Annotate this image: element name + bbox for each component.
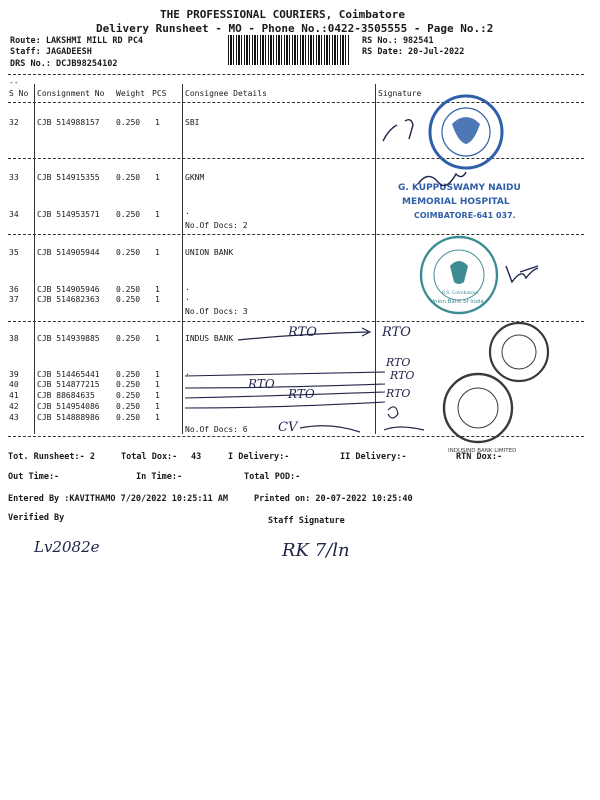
- rto-label: RTO: [288, 325, 317, 340]
- row-consignment: CJB 514888986: [37, 413, 100, 422]
- row-consignment: CJB 514939885: [37, 334, 100, 343]
- docs-count: No.Of Docs: 2: [185, 221, 248, 230]
- col-header-signature: Signature: [378, 89, 422, 98]
- runsheet-subtitle: Delivery Runsheet - MO - Phone No.:0422-3505555 - Page No.:2: [96, 22, 494, 35]
- row-pcs: 1: [155, 370, 160, 379]
- row-weight: 0.250: [116, 173, 141, 182]
- row-pcs: 1: [155, 391, 160, 400]
- rto-annotations: [185, 325, 424, 435]
- col-header-pcs: PCS: [152, 89, 167, 98]
- row-weight: 0.250: [116, 118, 141, 127]
- company-title: THE PROFESSIONAL COURIERS, Coimbatore: [160, 8, 406, 21]
- row-sno: 36: [9, 285, 19, 294]
- docs-count: No.Of Docs: 3: [185, 307, 248, 316]
- indusind-stamp-name: INDUSIND BANK LIMITED: [448, 448, 517, 454]
- row-consignment: CJB 514915355: [37, 173, 100, 182]
- col-header-consignment: Consignment No: [37, 89, 105, 98]
- row-consignment: CJB 514954086: [37, 402, 100, 411]
- rto-label: RTO: [386, 356, 411, 369]
- union-bank-stamp-branch: R.S. Coimbatore: [442, 291, 479, 296]
- signature-row-35: [506, 266, 538, 282]
- entered-by: Entered By :KAVITHAMO 7/20/2022 10:25:11 AM: [8, 494, 229, 504]
- union-bank-stamp-name: Union Bank of India: [430, 299, 484, 305]
- row-consignment: CJB 514905944: [37, 248, 100, 257]
- row-consignment: CJB 88684635: [37, 391, 95, 400]
- hospital-stamp-line3: COIMBATORE-641 037.: [414, 211, 516, 220]
- hospital-stamp-line2: MEMORIAL HOSPITAL: [402, 197, 510, 207]
- row-weight: 0.250: [116, 391, 141, 400]
- row-pcs: 1: [155, 402, 160, 411]
- table-corner-mark: --: [9, 78, 19, 87]
- staff-label: Staff: JAGADEESH: [10, 47, 92, 57]
- row-consignment: CJB 514682363: [37, 295, 100, 304]
- tot-runsheet: Tot. Runsheet:- 2: [8, 452, 95, 462]
- drs-number: DRS No.: DCJB98254102: [10, 59, 118, 69]
- col-header-weight: Weight: [116, 89, 145, 98]
- row-pcs: 1: [155, 173, 160, 182]
- row-pcs: 1: [155, 118, 160, 127]
- row-sno: 34: [9, 210, 19, 219]
- row-weight: 0.250: [116, 285, 141, 294]
- sbi-round-stamp: [430, 96, 502, 168]
- signature-row-32: [383, 120, 413, 141]
- row-pcs: 1: [155, 285, 160, 294]
- row-consignee: INDUS BANK: [185, 334, 234, 343]
- row-weight: 0.250: [116, 370, 141, 379]
- rto-label: RTO: [288, 387, 315, 401]
- row-weight: 0.250: [116, 248, 141, 257]
- route-label: Route: LAKSHMI MILL RD PC4: [10, 36, 144, 46]
- row-pcs: 1: [155, 380, 160, 389]
- row-consignment: CJB 514465441: [37, 370, 100, 379]
- cv-note: CV: [278, 420, 298, 435]
- docs-count: No.Of Docs: 6: [185, 425, 248, 434]
- indusind-stamp-upper: [490, 323, 548, 381]
- row-consignee: SBI: [185, 118, 200, 127]
- row-pcs: 1: [155, 210, 160, 219]
- staff-signature-label: Staff Signature: [268, 516, 345, 526]
- row-sno: 32: [9, 118, 19, 127]
- hospital-stamp: [398, 183, 521, 220]
- rs-date: RS Date: 20-Jul-2022: [362, 47, 465, 57]
- row-sno: 37: [9, 295, 19, 304]
- row-sno: 39: [9, 370, 19, 379]
- col-header-sno: S No: [9, 89, 29, 98]
- rtn-dox: RTN Dox:-: [456, 452, 503, 462]
- row-consignee: UNION BANK: [185, 248, 234, 257]
- rto-label: RTO: [248, 377, 275, 391]
- row-pcs: 1: [155, 413, 160, 422]
- row-consignee: GKNM: [185, 173, 205, 182]
- row-weight: 0.250: [116, 295, 141, 304]
- total-dox-label: Total Dox:-: [121, 452, 178, 462]
- row-weight: 0.250: [116, 380, 141, 389]
- row-consignment: CJB 514877215: [37, 380, 100, 389]
- total-pod: Total POD:-: [244, 472, 301, 482]
- indusind-stamp-lower: [444, 374, 516, 454]
- staff-signature: RK 7/ln: [282, 540, 350, 561]
- row-consignee: .: [185, 293, 190, 302]
- row-pcs: 1: [155, 334, 160, 343]
- row-sno: 42: [9, 402, 19, 411]
- row-sno: 40: [9, 380, 19, 389]
- row-consignment: CJB 514953571: [37, 210, 100, 219]
- row-pcs: 1: [155, 248, 160, 257]
- ii-delivery: II Delivery:-: [340, 452, 407, 462]
- row-consignment: CJB 514988157: [37, 118, 100, 127]
- row-sno: 35: [9, 248, 19, 257]
- row-weight: 0.250: [116, 413, 141, 422]
- verified-by: Verified By: [8, 513, 65, 523]
- row-consignee: .: [185, 207, 190, 216]
- rto-label: RTO: [382, 325, 411, 340]
- row-weight: 0.250: [116, 402, 141, 411]
- printed-on: Printed on: 20-07-2022 10:25:40: [254, 494, 413, 504]
- col-header-consignee: Consignee Details: [185, 89, 267, 98]
- row-sno: 41: [9, 391, 19, 400]
- i-delivery: I Delivery:-: [228, 452, 290, 462]
- row-sno: 33: [9, 173, 19, 182]
- row-pcs: 1: [155, 295, 160, 304]
- hospital-stamp-line1: G. KUPPUSWAMY NAIDU: [398, 183, 521, 193]
- in-time: In Time:-: [136, 472, 183, 482]
- verified-signature: Lv2082e: [34, 538, 100, 556]
- rs-number: RS No.: 982541: [362, 36, 434, 46]
- rto-label: RTO: [386, 387, 411, 400]
- out-time: Out Time:-: [8, 472, 60, 482]
- row-consignee: .: [185, 283, 190, 292]
- row-sno: 43: [9, 413, 19, 422]
- row-sno: 38: [9, 334, 19, 343]
- row-consignee: .: [185, 368, 190, 377]
- rto-label: RTO: [390, 369, 415, 382]
- union-bank-stamp: [421, 237, 497, 313]
- row-weight: 0.250: [116, 334, 141, 343]
- row-weight: 0.250: [116, 210, 141, 219]
- total-dox-value: 43: [191, 452, 202, 462]
- row-consignment: CJB 514905946: [37, 285, 100, 294]
